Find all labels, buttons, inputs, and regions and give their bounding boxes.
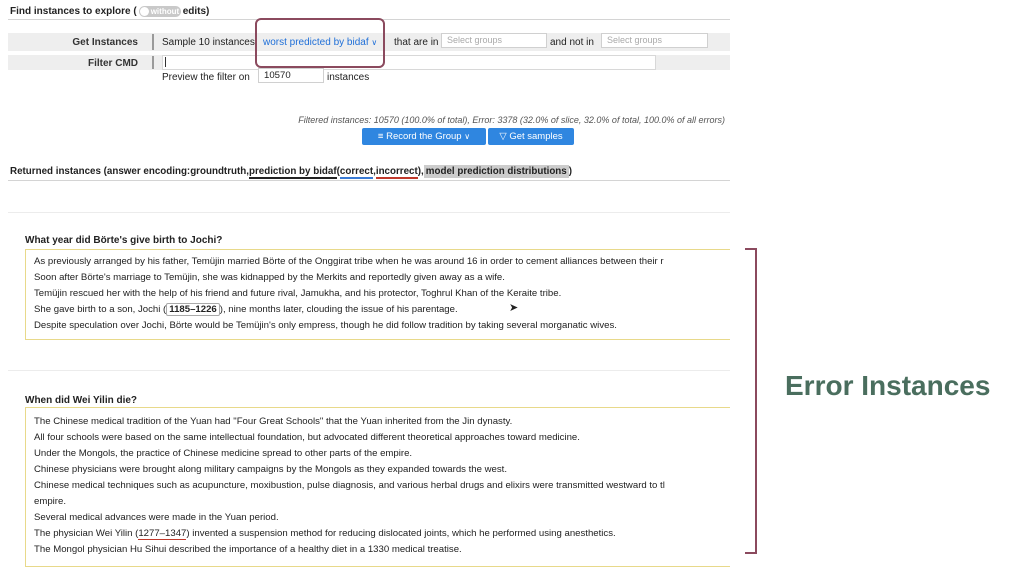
context-line: Chinese medical techniques such as acupuncture, moxibustion, pulse diagnosis, and various herbal drugs and elixirs were transmitted westward to tl <box>34 480 665 491</box>
toggle-label: without <box>150 7 180 16</box>
legend-end: ) <box>568 166 573 177</box>
line-text: The physician Wei Yilin ( <box>34 528 139 539</box>
question-1: What year did Börte's give birth to Jochi? <box>25 235 223 246</box>
error-bracket <box>745 248 757 554</box>
context-line: All four schools were based on the same intellectual foundation, but advocated different theoretical approaches toward medicine. <box>34 432 580 443</box>
line-text: ) invented a suspension method for reducing dislocated joints, which he performed using anesthetics. <box>186 528 616 539</box>
filter-cmd-label: Filter CMD <box>88 58 138 69</box>
sample-text: Sample 10 instances <box>162 37 255 48</box>
legend-groundtruth: groundtruth <box>190 166 247 177</box>
answer-span[interactable]: 1185–1226 <box>166 303 220 316</box>
edits-toggle[interactable] <box>139 6 181 17</box>
record-label: Record the Group <box>386 131 462 142</box>
legend-open: ( <box>336 166 340 177</box>
preview-suffix: instances <box>327 72 370 83</box>
legend-distributions: model prediction distributions <box>425 166 567 177</box>
annotation-label: Error Instances <box>785 370 991 401</box>
divider <box>8 212 730 213</box>
list-icon: ≡ <box>377 131 384 142</box>
chevron-down-icon: ∨ <box>464 132 471 141</box>
divider <box>8 180 730 181</box>
highlight-box <box>255 18 385 68</box>
context-line: The Mongol physician Hu Sihui described the importance of a healthy diet in a 1330 medical treatise. <box>34 544 462 555</box>
title-prefix: Find instances to explore ( <box>10 6 137 18</box>
filter-stats: Filtered instances: 10570 (100.0% of total), Error: 3378 (32.0% of slice, 32.0% of total, 100.0% of all errors) <box>298 115 725 125</box>
answer-span[interactable]: 1277–1347 <box>138 528 187 539</box>
not-in-text: and not in <box>550 37 594 48</box>
filter-cmd-input[interactable] <box>162 55 656 70</box>
chevron-down-icon: ∨ <box>371 38 378 47</box>
legend-sep: , <box>373 166 376 177</box>
context-line: Soon after Börte's marriage to Temüjin, she was kidnapped by the Merkits and reportedly given away as a wife. <box>34 272 505 283</box>
context-line <box>34 526 730 542</box>
include-groups-select[interactable]: Select groups <box>441 33 547 48</box>
legend-prediction: prediction by bidaf <box>248 166 337 177</box>
returned-prefix: Returned instances (answer encoding: <box>10 166 191 177</box>
samples-label: Get samples <box>509 131 563 142</box>
context-1 <box>25 249 730 340</box>
text-cursor <box>165 57 166 67</box>
legend-close: ), <box>417 166 424 177</box>
title-suffix: edits) <box>182 6 210 18</box>
preview-count-input[interactable]: 10570 <box>258 68 324 83</box>
preview-prefix: Preview the filter on <box>162 72 250 83</box>
context-line: As previously arranged by his father, Temüjin married Börte of the Onggirat tribe when he was around 16 in order to cement alliances between their r <box>34 256 664 267</box>
exclude-groups-select[interactable]: Select groups <box>601 33 708 48</box>
legend-correct: correct <box>339 166 374 177</box>
context-line: Chinese physicians were brought along military campaigns by the Mongols as they expanded towards the west. <box>34 464 508 475</box>
get-instances-label: Get Instances <box>72 37 138 48</box>
context-line: The Chinese medical tradition of the Yuan had "Four Great Schools" that the Yuan inherited from the Jin dynasty. <box>34 416 513 427</box>
context-line: empire. <box>34 496 66 507</box>
returned-header <box>10 166 572 177</box>
are-in-text: that are in <box>394 37 439 48</box>
context-line <box>34 302 730 318</box>
row-separator <box>152 34 154 50</box>
section-title <box>10 6 209 17</box>
toggle-knob <box>140 7 149 16</box>
question-2: When did Wei Yilin die? <box>25 395 138 406</box>
filter-icon: ▽ <box>499 131 507 142</box>
mouse-cursor-icon: ➤ <box>509 302 519 314</box>
context-line: Under the Mongols, the practice of Chinese medicine spread to other parts of the empire. <box>34 448 413 459</box>
divider <box>8 370 730 371</box>
context-line: Despite speculation over Jochi, Börte would be Temüjin's only empress, though he did follow tradition by taking several morganatic wives. <box>34 320 617 331</box>
context-line: Temüjin rescued her with the help of his friend and future rival, Jamukha, and his protector, Toghrul Khan of the Keraite tribe. <box>34 288 562 299</box>
legend-sep: , <box>246 166 249 177</box>
row-separator <box>152 56 154 69</box>
legend-incorrect: incorrect <box>375 166 418 177</box>
record-group-button[interactable] <box>362 128 486 145</box>
get-samples-button[interactable] <box>488 128 574 145</box>
mode-value: worst predicted by bidaf <box>263 37 369 48</box>
line-text: She gave birth to a son, Jochi ( <box>34 304 167 315</box>
context-2 <box>25 407 730 567</box>
line-text: ), nine months later, clouding the issue of his parentage. <box>219 304 458 315</box>
context-line: Several medical advances were made in the Yuan period. <box>34 512 279 523</box>
